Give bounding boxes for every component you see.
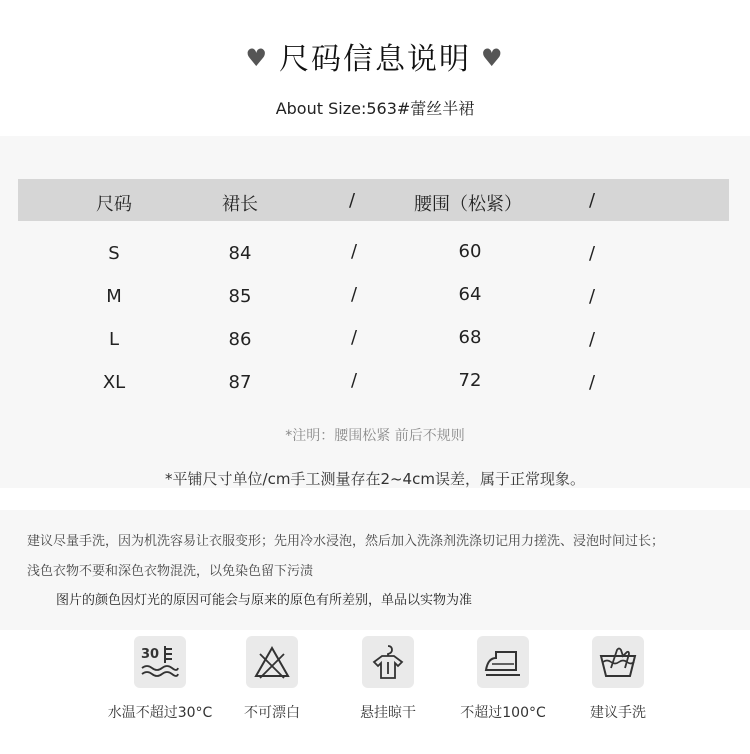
length-cell: 87 (228, 372, 252, 393)
size-cell: XL (102, 372, 126, 393)
icon-label: 水温不超过30°C (107, 705, 213, 721)
sep-cell: / (350, 284, 358, 305)
sep-cell: / (588, 329, 596, 350)
hand-wash-icon (592, 636, 644, 688)
table-row (18, 370, 729, 400)
care-icon-item (443, 636, 563, 722)
color-disclaimer: 图片的颜色因灯光的原因可能会与原来的原色有所差别，单品以实物为准 (56, 593, 473, 608)
waist-note: *注明：腰围松紧 前后不规则 (285, 428, 465, 444)
care-instructions (0, 510, 750, 630)
sep-cell: / (350, 241, 358, 262)
care-icon-item (212, 636, 332, 722)
table-row (18, 284, 729, 314)
title-text: 尺码信息说明 (279, 42, 471, 77)
care-icon-item (100, 636, 220, 722)
sep-cell: / (588, 372, 596, 393)
sep-cell: / (350, 327, 358, 348)
waist-cell: 72 (458, 370, 482, 391)
length-cell: 86 (228, 329, 252, 350)
page-title (0, 34, 750, 78)
header-sep: / (348, 190, 356, 211)
size-cell: M (106, 286, 122, 307)
heart-icon: ♥ (245, 44, 269, 72)
icon-label: 不超过100°C (460, 705, 546, 721)
icon-label: 悬挂晾干 (360, 705, 416, 721)
header (0, 0, 750, 136)
hang-dry-icon (362, 636, 414, 688)
care-icon-item (328, 636, 448, 722)
size-cell: L (108, 329, 120, 350)
icon-label: 不可漂白 (244, 705, 300, 721)
header-length: 裙长 (222, 194, 258, 215)
measure-note: *平铺尺寸单位/cm手工测量存在2~4cm误差，属于正常现象。 (165, 470, 585, 488)
svg-text:30: 30 (141, 647, 160, 662)
table-header (18, 179, 729, 221)
waist-cell: 60 (458, 241, 482, 262)
sep-cell: / (350, 370, 358, 391)
subtitle: About Size:563#蕾丝半裙 (275, 99, 475, 118)
header-sep: / (588, 190, 596, 211)
waist-cell: 68 (458, 327, 482, 348)
length-cell: 84 (228, 243, 252, 264)
sep-cell: / (588, 243, 596, 264)
care-line-1: 建议尽量手洗，因为机洗容易让衣服变形；先用冷水浸泡，然后加入洗涤剂洗涤切记用力搓洗、浸泡时间过长； (27, 534, 665, 549)
care-icon-item (558, 636, 678, 722)
size-panel (0, 136, 750, 488)
care-icons (0, 630, 750, 754)
length-cell: 85 (228, 286, 252, 307)
sep-cell: / (588, 286, 596, 307)
no-bleach-icon (246, 636, 298, 688)
care-line-2: 浅色衣物不要和深色衣物混洗，以免染色留下污渍 (27, 564, 314, 579)
waist-cell: 64 (458, 284, 482, 305)
header-size: 尺码 (96, 194, 132, 215)
table-row (18, 241, 729, 271)
iron-icon (477, 636, 529, 688)
size-cell: S (108, 243, 120, 264)
heart-icon: ♥ (481, 44, 505, 72)
header-waist: 腰围（松紧） (414, 194, 522, 215)
table-row (18, 327, 729, 357)
icon-label: 建议手洗 (590, 705, 646, 721)
wash-30-icon (134, 636, 186, 688)
